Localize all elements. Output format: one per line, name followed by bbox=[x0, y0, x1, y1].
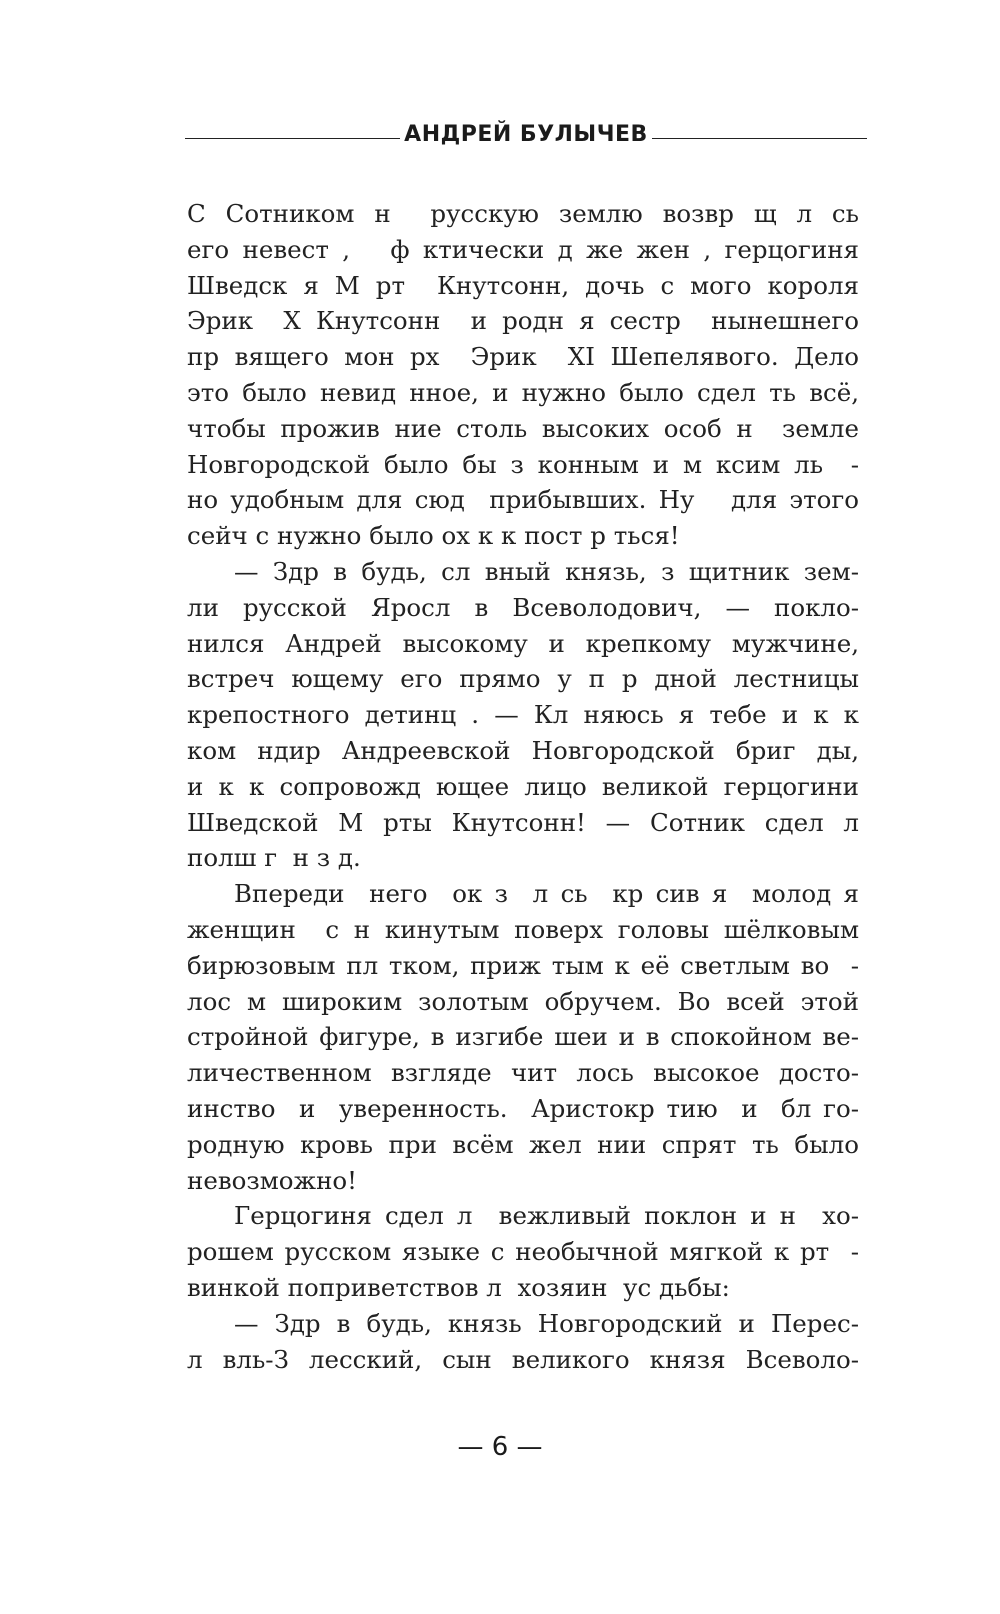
text-line: но удобным для сюд прибывших. Ну для этого bbox=[187, 485, 859, 515]
header-rule-right bbox=[652, 138, 867, 139]
text-line: ли русской Яросл в Всеволодович, — покло- bbox=[187, 592, 859, 622]
text-line: Новгородской было бы з конным и м ксим ль - bbox=[187, 449, 859, 479]
text-line: Впереди него ок з л сь кр сив я молод я bbox=[234, 879, 859, 909]
text-line: чтобы прожив ние столь высоких особ н земле bbox=[187, 413, 859, 443]
header-rule-left bbox=[185, 138, 400, 139]
text-line: винкой поприветствов л хозяин ус дьбы: bbox=[187, 1272, 730, 1302]
text-line: крепостного детинц . — Кл няюсь я тебе и к к bbox=[187, 700, 859, 730]
text-line: полш г н з д. bbox=[187, 843, 361, 873]
text-line: сейч с нужно было ох к к пост р ться! bbox=[187, 521, 680, 551]
body-text bbox=[187, 196, 859, 1377]
text-line: — Здр в будь, князь Новгородский и Перес- bbox=[234, 1308, 859, 1338]
text-line: Шведской М рты Кнутсонн! — Сотник сдел л bbox=[187, 807, 859, 837]
text-line: его невест , ф ктически д же жен , герцогиня bbox=[187, 234, 859, 264]
text-line: — Здр в будь, сл вный князь, з щитник зем- bbox=[234, 556, 859, 586]
text-line: Герцогиня сдел л вежливый поклон и н хо- bbox=[234, 1201, 859, 1231]
text-line: л вль-З лесский, сын великого князя Всеволо- bbox=[187, 1344, 859, 1374]
text-line: это было невид нное, и нужно было сдел ть всё, bbox=[187, 377, 859, 407]
text-line: лос м широким золотым обручем. Во всей этой bbox=[187, 986, 859, 1016]
text-line: рошем русском языке с необычной мягкой к рт - bbox=[187, 1237, 859, 1267]
text-line: встреч ющему его прямо у п р дной лестницы bbox=[187, 664, 859, 694]
text-line: Эрик Х Кнутсонн и родн я сестр нынешнего bbox=[187, 306, 859, 336]
text-line: пр вящего мон рх Эрик XI Шепелявого. Дело bbox=[187, 342, 859, 372]
text-line: ком ндир Андреевской Новгородской бриг ды, bbox=[187, 735, 859, 765]
page-number: — 6 — bbox=[457, 1432, 543, 1462]
text-line: С Сотником н русскую землю возвр щ л сь bbox=[187, 199, 859, 228]
header-author: АНДРЕЙ БУЛЫЧЕВ bbox=[404, 122, 648, 147]
text-line: невозможно! bbox=[187, 1165, 358, 1195]
text-line: нился Андрей высокому и крепкому мужчине, bbox=[187, 628, 859, 658]
text-line: женщин с н кинутым поверх головы шёлковым bbox=[187, 914, 859, 944]
text-line: инство и уверенность. Аристокр тию и бл го- bbox=[187, 1093, 859, 1123]
text-line: Шведск я М рт Кнутсонн, дочь с мого короля bbox=[187, 270, 859, 300]
text-line: личественном взгляде чит лось высокое досто- bbox=[187, 1058, 859, 1088]
text-line: бирюзовым пл тком, приж тым к её светлым во - bbox=[187, 950, 859, 980]
text-line: родную кровь при всём жел нии спрят ть было bbox=[187, 1129, 859, 1159]
text-line: и к к сопровожд ющее лицо великой герцогини bbox=[187, 771, 859, 801]
running-header bbox=[0, 118, 1000, 158]
text-line: стройной фигуре, в изгибе шеи и в спокойном ве- bbox=[187, 1022, 859, 1052]
